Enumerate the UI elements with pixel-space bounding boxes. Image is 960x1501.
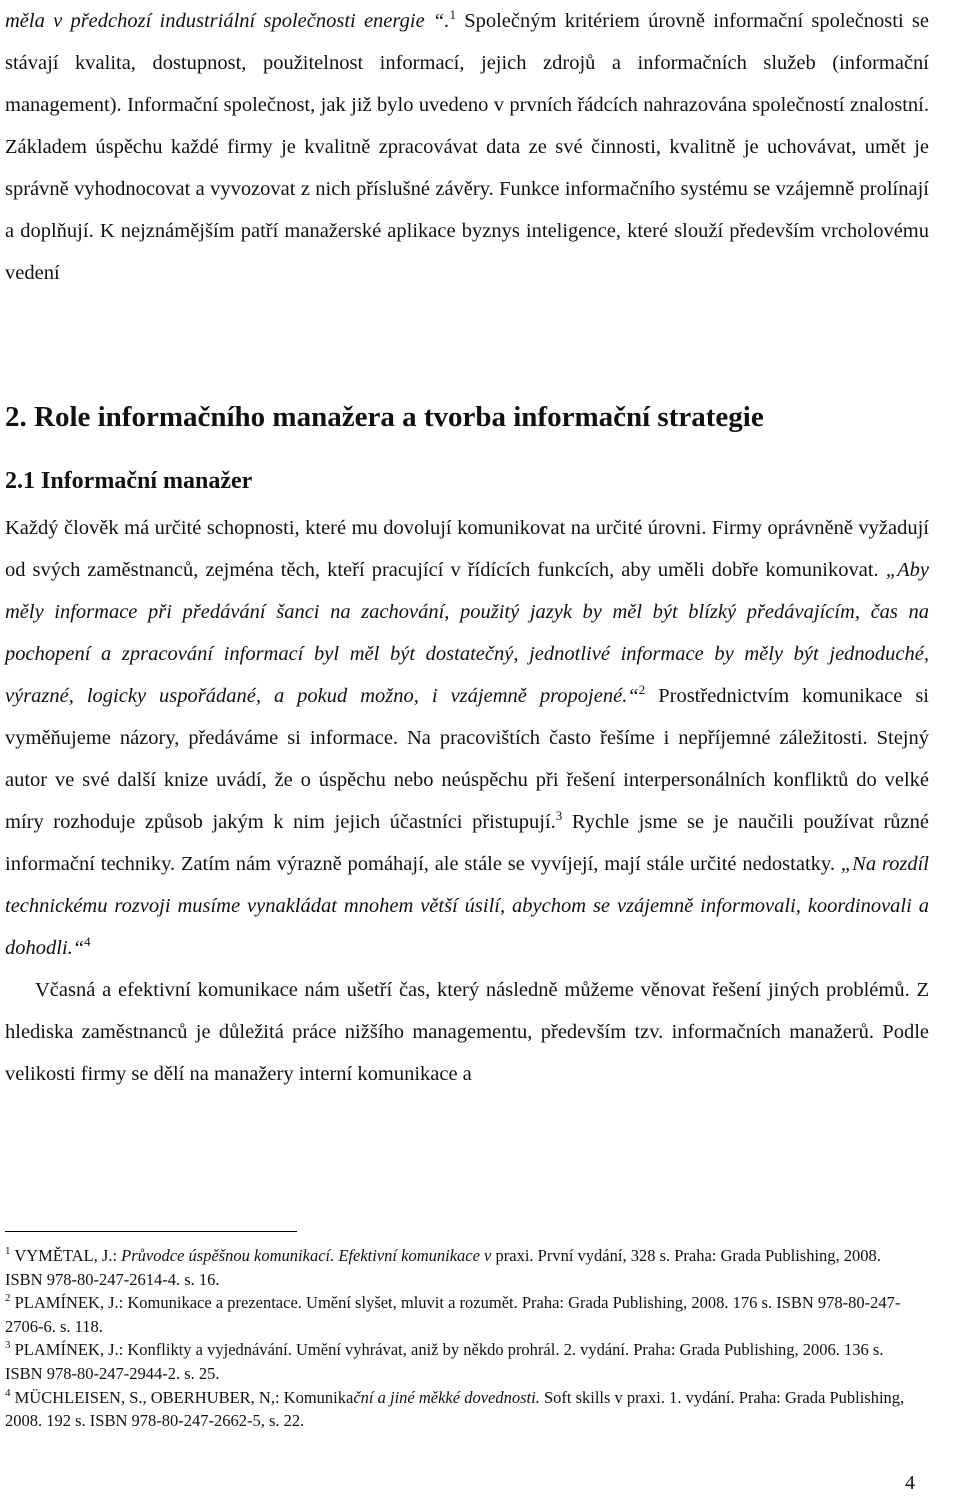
footnote-3 [5, 1338, 905, 1385]
footnote-number: 4 [5, 1386, 11, 1399]
footnote-1 [5, 1244, 905, 1291]
footnote-text: Soft skills v praxi. 1. vydání. Praha: Grada Publishing, 2008. 192 s. ISBN 978-80-247-2662-5, s. 22. [5, 1387, 905, 1431]
section-heading-2: 2. Role informačního manažera a tvorba informační strategie [5, 401, 764, 433]
paragraph-text: Prostřednictvím komunikace si vyměňujeme názory, předáváme si informace. Na pracovištích často řešíme i nepříjemné záležitosti. Stejný autor ve své další knize uvádí, že o úspěchu nebo neúspěchu při řešení interpersonálních konfliktů do velké míry rozhoduje způsob jakým k nim jejich účastníci přistupují. [5, 685, 930, 833]
footnote-text: MÜCHLEISEN, S., OBERHUBER, N,: Komunika [14, 1387, 354, 1407]
intro-quote-end: měla v předchozí industriální společnosti energie “. [5, 10, 450, 32]
footnote-text: PLAMÍNEK, J.: Komunikace a prezentace. Umění slyšet, mluvit a rozumět. Praha: Grada Publishing, 2008. 176 s. ISBN 978-80-247-2706-6. s. 118. [5, 1293, 901, 1336]
footnote-italic: ční a jiné měkké dovednosti. [353, 1387, 540, 1407]
footnote-ref-3[interactable]: 3 [555, 808, 563, 823]
quote-2: „Na rozdíl technickému rozvoji musíme vynakládat mnohem větší úsilí, abychom se vzájemně informovali, koordinovali a dohodli.“ [5, 853, 929, 959]
footnote-text: VYMĚTAL, J.: [14, 1246, 122, 1265]
footnote-ref-2[interactable]: 2 [638, 682, 646, 697]
footnote-separator [5, 1231, 297, 1232]
paragraph-text: Každý člověk má určité schopnosti, které mu dovolují komunikovat na určité úrovni. Firmy oprávněně vyžadují od svých zaměstnanců, zejména těch, kteří pracující v řídících funkcích, aby uměli dobře komunikovat. [5, 517, 929, 581]
footnote-2 [5, 1291, 905, 1338]
footnote-ref-1[interactable]: 1 [449, 7, 456, 22]
page-number: 4 [905, 1472, 915, 1494]
paragraph-communication [5, 507, 929, 969]
footnote-text: PLAMÍNEK, J.: Konflikty a vyjednávání. Umění vyhrávat, aniž by někdo prohrál. 2. vydání. Praha: Grada Publishing, 2006. 136 s. ISBN 978-80-247-2944-2. s. 25. [5, 1340, 884, 1383]
intro-paragraph [5, 0, 929, 294]
footnote-number: 1 [5, 1245, 11, 1257]
footnote-italic: Průvodce úspěšnou komunikací. Efektivní komunikace v [121, 1246, 496, 1265]
paragraph-efficient-communication: Včasná a efektivní komunikace nám ušetří čas, který následně můžeme věnovat řešení jiných problémů. Z hlediska zaměstnanců je důležitá práce nižšího managementu, především tzv. informačních manažerů. Podle velikosti firmy se dělí na manažery interní komunikace a [5, 979, 929, 1085]
footnote-ref-4[interactable]: 4 [84, 934, 91, 949]
quote-1: „Aby měly informace při předávání šanci na zachování, použitý jazyk by měl být blízký předávajícím, čas na pochopení a zpracování informací byl měl být dostatečný, jednotlivé informace by měly být jednoduché, výrazné, logicky uspořádané, a pokud možno, i vzájemně propojené.“ [5, 559, 929, 707]
intro-text: Společným kritériem úrovně informační společnosti se stávají kvalita, dostupnost, použitelnost informací, jejich zdrojů a informačních služeb (informační management). Informační společnost, jak již bylo uvedeno v prvních řádcích nahrazována společností znalostní. Základem úspěchu každé firmy je kvalitně zpracovávat data ze své činnosti, kvalitně je uchovávat, umět je správně vyhodnocovat a vyvozovat z nich příslušné závěry. Funkce informačního systému se vzájemně prolínají a doplňují. K nejznámějším patří manažerské aplikace byznys inteligence, které slouží především vrcholovému vedení [5, 10, 929, 284]
subsection-heading-2-1: 2.1 Informační manažer [5, 468, 253, 494]
footnote-4 [5, 1386, 905, 1433]
main-text [5, 507, 929, 1095]
paragraph-text: Rychle jsme se je naučili používat různé informační techniky. Zatím nám výrazně pomáhají, ale stále se vyvíjejí, mají stále určité nedostatky. [5, 811, 929, 875]
footnotes [5, 1244, 905, 1433]
footnote-text: praxi. První vydání, 328 s. Praha: Grada Publishing, 2008. ISBN 978-80-247-2614-4. s. 16. [5, 1246, 881, 1289]
footnote-number: 2 [5, 1292, 11, 1305]
footnote-number: 3 [5, 1339, 11, 1352]
